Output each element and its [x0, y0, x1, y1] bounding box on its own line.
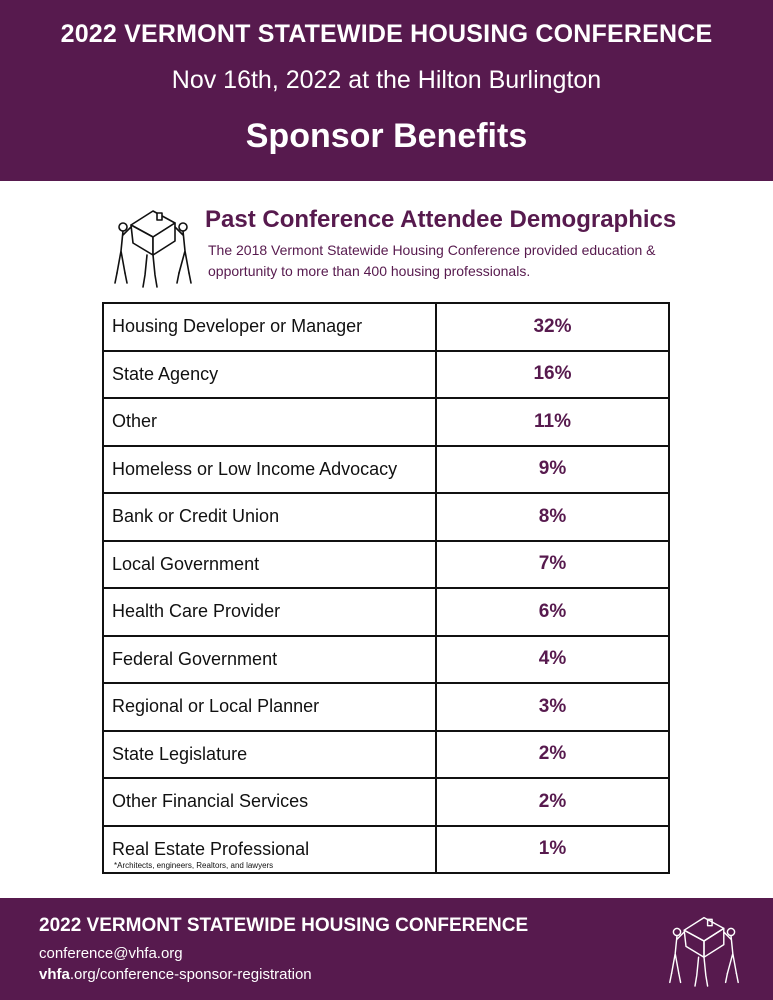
percentage-cell: 9%	[436, 446, 669, 494]
url-path: .org/conference-sponsor-registration	[69, 966, 312, 983]
category-cell: Local Government	[103, 541, 436, 589]
contact-email-link[interactable]: conference@vhfa.org	[39, 945, 183, 962]
percentage-cell: 1%	[436, 826, 669, 874]
category-cell: Federal Government	[103, 636, 436, 684]
table-row	[103, 636, 669, 684]
conference-date-location: Nov 16th, 2022 at the Hilton Burlington	[171, 66, 602, 94]
table-row	[103, 778, 669, 826]
category-cell: Other	[103, 398, 436, 446]
people-carrying-house-icon	[668, 905, 740, 995]
category-footnote: *Architects, engineers, Realtors, and lawyers	[114, 861, 274, 870]
percentage-cell: 7%	[436, 541, 669, 589]
percentage-cell: 3%	[436, 683, 669, 731]
category-cell: Bank or Credit Union	[103, 493, 436, 541]
category-label: Real Estate Professional	[112, 838, 310, 859]
category-cell: State Agency	[103, 351, 436, 399]
table-row	[103, 541, 669, 589]
category-cell	[103, 826, 436, 874]
table-row	[103, 588, 669, 636]
table-row	[103, 826, 669, 874]
conference-title: 2022 VERMONT STATEWIDE HOUSING CONFERENCE	[60, 20, 713, 48]
demographics-intro	[113, 203, 733, 293]
demographics-description: The 2018 Vermont Statewide Housing Conference provided education & opportunity to more than 400 housing professionals.	[208, 242, 656, 279]
table-row	[103, 303, 669, 351]
sponsor-registration-link[interactable]	[39, 966, 312, 983]
table-row	[103, 351, 669, 399]
category-cell: State Legislature	[103, 731, 436, 779]
category-cell: Homeless or Low Income Advocacy	[103, 446, 436, 494]
table-row	[103, 446, 669, 494]
percentage-cell: 6%	[436, 588, 669, 636]
percentage-cell: 16%	[436, 351, 669, 399]
people-carrying-house-icon	[113, 203, 193, 291]
percentage-cell: 11%	[436, 398, 669, 446]
page-heading: Sponsor Benefits	[245, 117, 528, 155]
footer-banner	[0, 898, 773, 1000]
category-cell: Other Financial Services	[103, 778, 436, 826]
table-row	[103, 731, 669, 779]
category-cell: Housing Developer or Manager	[103, 303, 436, 351]
demographics-table	[102, 302, 670, 874]
percentage-cell: 4%	[436, 636, 669, 684]
url-domain: vhfa	[39, 966, 70, 983]
footer-title: 2022 VERMONT STATEWIDE HOUSING CONFERENCE	[39, 915, 529, 936]
table-row	[103, 683, 669, 731]
percentage-cell: 32%	[436, 303, 669, 351]
percentage-cell: 8%	[436, 493, 669, 541]
table-row	[103, 493, 669, 541]
percentage-cell: 2%	[436, 731, 669, 779]
category-cell: Health Care Provider	[103, 588, 436, 636]
table-row	[103, 398, 669, 446]
header-banner	[0, 0, 773, 181]
demographics-title: Past Conference Attendee Demographics	[205, 206, 677, 233]
percentage-cell: 2%	[436, 778, 669, 826]
category-cell: Regional or Local Planner	[103, 683, 436, 731]
